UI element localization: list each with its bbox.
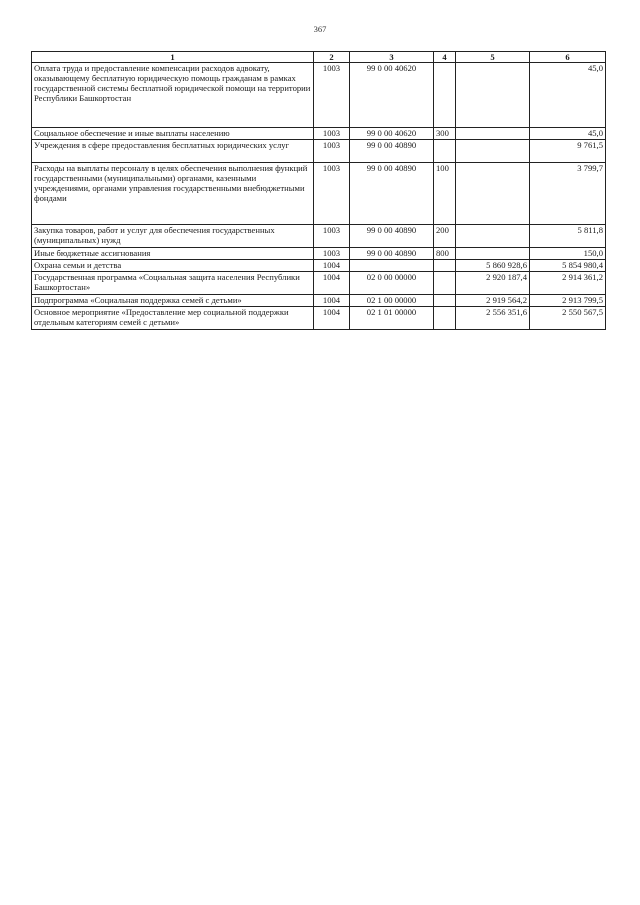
row-expense-type [434,140,456,163]
header-row [32,52,606,63]
row-col6: 5 811,8 [530,225,606,248]
row-expense-type [434,307,456,330]
header-col-5: 5 [456,52,530,63]
row-name: Учреждения в сфере предоставления бесплатных юридических услуг [32,140,314,163]
row-expense-type [434,260,456,272]
row-article: 99 0 00 40620 [350,128,434,140]
table-row [32,248,606,260]
row-name: Государственная программа «Социальная защита населения Республики Башкортостан» [32,272,314,295]
row-col6: 45,0 [530,63,606,128]
row-name: Оплата труда и предоставление компенсации расходов адвокату, оказывающему бесплатную юридическую помощь гражданам в рамках государственной системы бесплатной юридической помощи на территории Республики Башкортостан [32,63,314,128]
row-col6: 2 914 361,2 [530,272,606,295]
table-row [32,272,606,295]
row-col6: 2 913 799,5 [530,295,606,307]
row-section: 1003 [314,248,350,260]
row-expense-type [434,63,456,128]
budget-table [31,51,606,330]
row-col5 [456,163,530,225]
row-col5: 5 860 928,6 [456,260,530,272]
row-name: Основное мероприятие «Предоставление мер социальной поддержки отдельным категориям семей с детьми» [32,307,314,330]
row-section: 1004 [314,272,350,295]
row-expense-type: 100 [434,163,456,225]
row-article: 99 0 00 40890 [350,163,434,225]
row-col6: 5 854 980,4 [530,260,606,272]
row-name: Подпрограмма «Социальная поддержка семей с детьми» [32,295,314,307]
header-col-1: 1 [32,52,314,63]
table-row [32,260,606,272]
row-section: 1003 [314,128,350,140]
row-article: 99 0 00 40890 [350,248,434,260]
header-col-3: 3 [350,52,434,63]
row-expense-type: 200 [434,225,456,248]
row-name: Расходы на выплаты персоналу в целях обеспечения выполнения функций государственными (муниципальными) органами, казенными учреждениями, органами управления государственными внебюджетными фондами [32,163,314,225]
row-article: 99 0 00 40890 [350,225,434,248]
row-section: 1004 [314,307,350,330]
row-col6: 2 550 567,5 [530,307,606,330]
row-col6: 45,0 [530,128,606,140]
row-expense-type [434,272,456,295]
row-expense-type: 800 [434,248,456,260]
row-name: Закупка товаров, работ и услуг для обеспечения государственных (муниципальных) нужд [32,225,314,248]
row-expense-type: 300 [434,128,456,140]
table-row [32,295,606,307]
row-col5: 2 920 187,4 [456,272,530,295]
row-section: 1003 [314,140,350,163]
row-col5: 2 919 564,2 [456,295,530,307]
row-article: 99 0 00 40620 [350,63,434,128]
header-col-6: 6 [530,52,606,63]
row-name: Охрана семьи и детства [32,260,314,272]
row-section: 1004 [314,260,350,272]
row-name: Иные бюджетные ассигнования [32,248,314,260]
row-article: 02 0 00 00000 [350,272,434,295]
table-row [32,225,606,248]
row-name: Социальное обеспечение и иные выплаты населению [32,128,314,140]
table-row [32,140,606,163]
row-col5 [456,248,530,260]
row-col5 [456,140,530,163]
table-row [32,163,606,225]
row-section: 1003 [314,163,350,225]
header-col-2: 2 [314,52,350,63]
header-col-4: 4 [434,52,456,63]
table-row [32,63,606,128]
row-col5 [456,63,530,128]
row-article [350,260,434,272]
table-row [32,307,606,330]
row-expense-type [434,295,456,307]
page-number: 367 [313,24,327,34]
row-col5 [456,128,530,140]
row-col5: 2 556 351,6 [456,307,530,330]
row-col6: 150,0 [530,248,606,260]
row-col6: 9 761,5 [530,140,606,163]
row-col6: 3 799,7 [530,163,606,225]
row-section: 1004 [314,295,350,307]
table-row [32,128,606,140]
row-section: 1003 [314,225,350,248]
row-article: 02 1 01 00000 [350,307,434,330]
row-section: 1003 [314,63,350,128]
row-col5 [456,225,530,248]
row-article: 99 0 00 40890 [350,140,434,163]
row-article: 02 1 00 00000 [350,295,434,307]
